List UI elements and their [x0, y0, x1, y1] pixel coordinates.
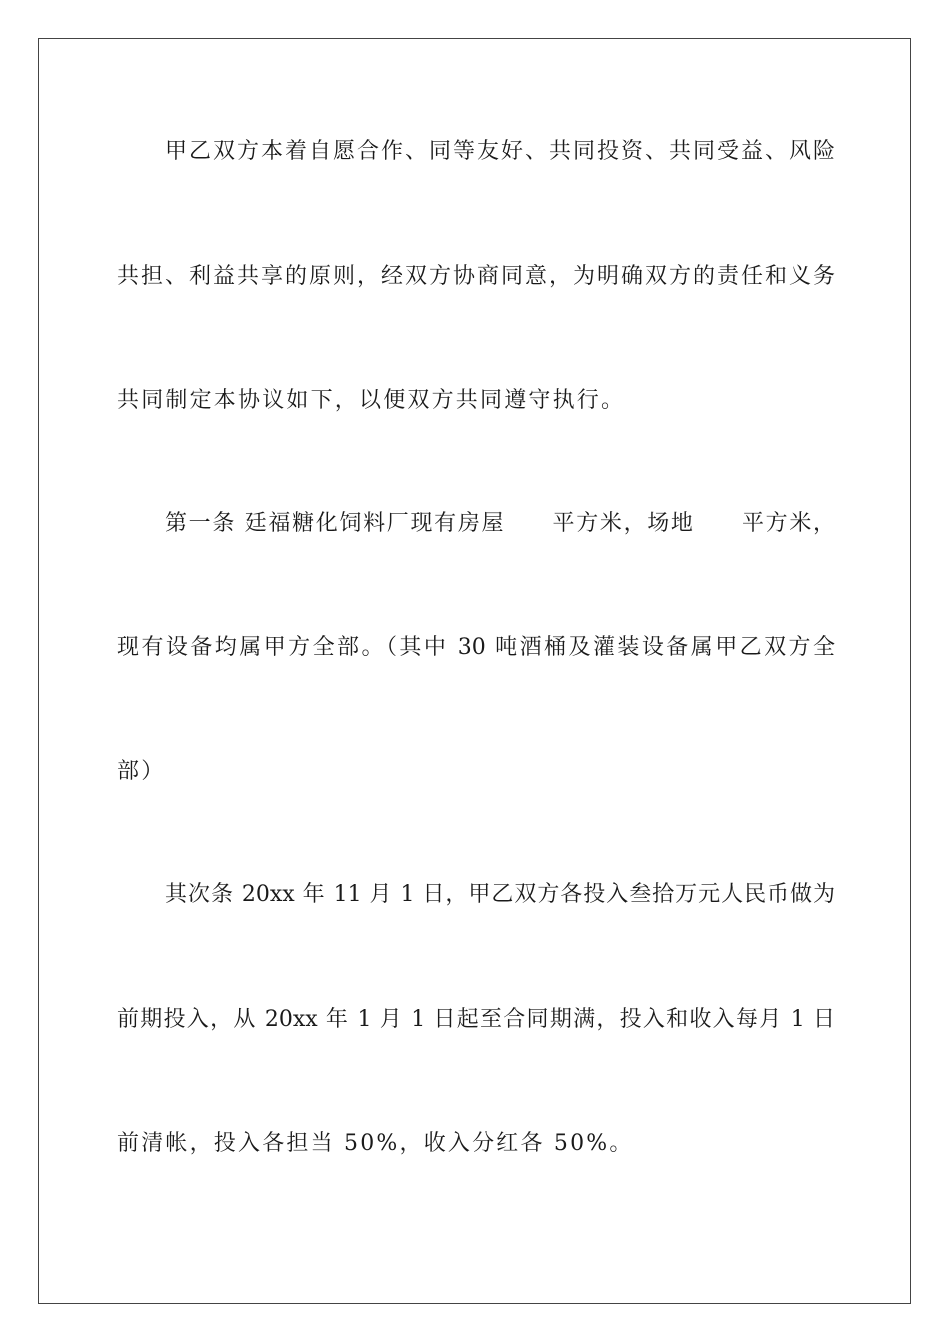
paragraph-3-line-3: 前清帐，投入各担当 50%，收入分红各 50%。: [117, 1131, 634, 1156]
paragraph-1-line-2: 共担、利益共享的原则，经双方协商同意，为明确双方的责任和义务: [117, 264, 835, 289]
paragraph-3-line-1: 其次条 20xx 年 11 月 1 日，甲乙双方各投入叁拾万元人民币做为: [165, 882, 835, 907]
paragraph-2-line-2: 现有设备均属甲方全部。（其中 30 吨酒桶及灌装设备属甲乙双方全: [117, 635, 835, 660]
paragraph-1-line-3: 共同制定本协议如下，以便双方共同遵守执行。: [117, 388, 626, 413]
paragraph-2-line-3: 部）: [117, 759, 166, 784]
paragraph-1-line-1: 甲乙双方本着自愿合作、同等友好、共同投资、共同受益、风险: [165, 139, 835, 164]
page-border: [38, 38, 911, 1304]
paragraph-3-line-2: 前期投入，从 20xx 年 1 月 1 日起至合同期满，投入和收入每月 1 日: [117, 1007, 835, 1032]
paragraph-2-line-1: 第一条 廷福糖化饲料厂现有房屋 平方米，场地 平方米，: [165, 511, 835, 536]
